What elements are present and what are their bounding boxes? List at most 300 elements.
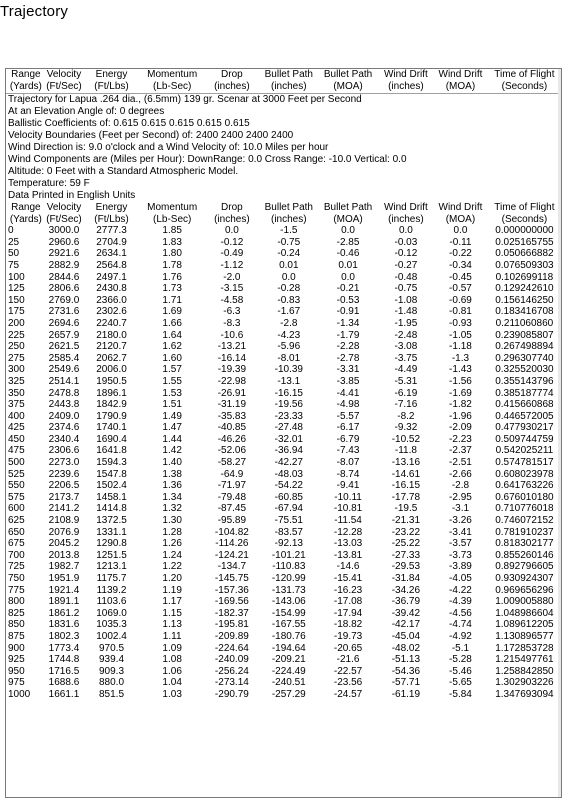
table-row [6, 248, 561, 260]
table-cell: 1.009005880 [495, 596, 554, 608]
table-cell: -8.07 [336, 457, 360, 469]
table-cell: 2108.9 [48, 515, 80, 527]
table-cell: -23.22 [391, 526, 421, 538]
table-cell: -6.79 [336, 433, 360, 445]
table-cell: 25 [8, 236, 20, 248]
table-row [6, 457, 561, 469]
table-cell: -16.14 [217, 352, 247, 364]
table-cell: -16.15 [274, 387, 303, 399]
table-cell: -13.81 [333, 549, 363, 561]
table-cell: 2478.8 [48, 387, 80, 399]
table-row [6, 666, 561, 678]
table-cell: 1.302903226 [495, 677, 554, 689]
table-cell: 0 [8, 225, 14, 237]
table-cell: -87.45 [217, 503, 247, 515]
table-cell: 1502.4 [96, 480, 127, 492]
table-cell: -209.89 [214, 630, 249, 642]
table-cell: 939.4 [98, 654, 125, 666]
table-cell: 2704.9 [96, 236, 127, 248]
table-cell: -31.84 [391, 573, 421, 584]
table-row [6, 225, 561, 237]
table-cell: 2306.6 [48, 445, 80, 457]
inline-header-label: (MOA) [333, 213, 363, 225]
column-header[interactable] [82, 69, 138, 93]
table-cell: 0.641763226 [495, 480, 554, 492]
table-cell: -0.91 [336, 306, 360, 318]
table-cell: -1.95 [394, 317, 418, 329]
column-header[interactable] [139, 69, 204, 93]
table-cell: -7.16 [394, 399, 418, 411]
table-cell: 0.355143796 [495, 375, 554, 387]
table-cell: -4.98 [336, 399, 360, 411]
table-cell: 0.477930217 [495, 422, 554, 434]
table-cell: -5.1 [451, 642, 470, 654]
column-header-label: (MOA) [333, 81, 363, 92]
column-header[interactable] [44, 69, 83, 93]
table-cell: 2013.8 [48, 549, 80, 561]
table-cell: 0.746072152 [495, 515, 554, 527]
table-cell: 1950.5 [96, 375, 127, 387]
table-cell: 2549.6 [48, 364, 80, 376]
column-header[interactable] [486, 69, 561, 93]
inline-header-label: Wind Drift [383, 202, 428, 213]
table-cell: -22.57 [333, 665, 363, 677]
table-cell: 1251.5 [96, 549, 127, 561]
table-cell: -1.5 [280, 225, 298, 237]
table-cell: 1.44 [162, 433, 182, 445]
table-cell: 1414.8 [96, 503, 127, 515]
inline-header-label: (MOA) [445, 213, 476, 225]
table-cell: 0.710776018 [495, 503, 554, 515]
table-cell: -95.89 [217, 515, 247, 527]
table-cell: 850 [8, 619, 25, 631]
table-cell: 2340.4 [48, 433, 80, 445]
table-row [6, 654, 561, 666]
table-cell: -0.93 [449, 317, 472, 329]
table-cell: -13.21 [217, 341, 247, 353]
table-cell: -1.48 [394, 306, 418, 318]
table-cell: -1.05 [449, 329, 472, 341]
table-cell: 425 [8, 422, 25, 434]
table-cell: 275 [8, 352, 25, 364]
table-cell: 1213.1 [96, 561, 127, 573]
table-cell: 2921.6 [48, 248, 80, 260]
table-cell: -1.79 [336, 329, 360, 341]
table-cell: -42.17 [391, 619, 421, 631]
inline-header-label: (Lb-Sec) [152, 213, 192, 225]
inline-header-line [6, 214, 561, 226]
table-cell: -27.48 [274, 422, 303, 434]
table-cell: 1.36 [162, 480, 182, 492]
table-cell: -0.28 [277, 283, 301, 295]
table-cell: -23.33 [274, 410, 303, 422]
table-cell: 0.0 [341, 271, 355, 283]
table-cell: 1740.1 [96, 422, 127, 434]
table-cell: -3.89 [449, 561, 472, 573]
table-cell: -120.99 [271, 573, 306, 584]
table-cell: -134.7 [217, 561, 247, 573]
table-cell: -10.6 [220, 329, 244, 341]
table-cell: 851.5 [98, 688, 125, 700]
table-cell: 0.781910237 [495, 526, 554, 538]
table-cell: 625 [8, 515, 25, 527]
table-cell: -25.22 [391, 538, 421, 550]
table-cell: -2.51 [449, 457, 472, 469]
table-cell: 0.156146250 [495, 294, 554, 306]
inline-header-label: Range [11, 202, 41, 213]
table-cell: -22.98 [217, 375, 247, 387]
table-cell: -182.37 [214, 607, 249, 619]
table-cell: 550 [8, 480, 25, 492]
table-cell: 1175.7 [96, 573, 127, 584]
table-row [6, 515, 561, 527]
table-cell: -54.36 [391, 665, 421, 677]
table-cell: -1.08 [394, 294, 418, 306]
inline-header-line [6, 202, 561, 214]
table-row [6, 434, 561, 446]
table-cell: 0.892796605 [495, 561, 554, 573]
table-cell: 1002.4 [96, 630, 127, 642]
table-row [6, 619, 561, 631]
table-cell: -0.69 [449, 294, 472, 306]
column-header[interactable] [6, 69, 44, 93]
table-cell: 950 [8, 665, 25, 677]
table-cell: 1069.0 [96, 607, 127, 619]
table-cell: 1790.9 [96, 410, 127, 422]
table-cell: -19.73 [333, 630, 363, 642]
table-cell: -92.13 [274, 538, 303, 550]
inline-header-label: Drop [221, 202, 243, 213]
window-titlebar [0, 0, 569, 68]
table-cell: -0.53 [336, 294, 360, 306]
table-cell: -224.64 [214, 642, 249, 654]
table-cell: 1103.6 [96, 596, 127, 608]
table-cell: 1842.9 [96, 399, 127, 411]
inline-header-label: Momentum [147, 202, 198, 213]
table-cell: -0.81 [449, 306, 472, 318]
table-cell: 1.089612205 [495, 619, 554, 631]
table-cell: -1.12 [220, 259, 244, 271]
table-row [6, 689, 561, 701]
table-cell: -5.31 [394, 375, 418, 387]
table-cell: 1.32 [162, 503, 182, 515]
table-cell: -2.23 [449, 433, 472, 445]
info-block [6, 94, 561, 202]
table-cell: 1921.4 [48, 584, 80, 596]
table-cell: 475 [8, 445, 25, 457]
table-cell: -3.08 [394, 341, 418, 353]
table-cell: -17.78 [391, 491, 421, 503]
table-cell: 2409.0 [48, 410, 80, 422]
table-cell: 0.01 [279, 259, 299, 271]
table-cell: -10.39 [274, 364, 303, 376]
table-cell: -4.92 [449, 630, 472, 642]
info-line: Temperature: 59 F [8, 178, 90, 189]
table-cell: -110.83 [272, 561, 306, 573]
table-cell: -180.76 [271, 630, 306, 642]
table-cell: 1.55 [162, 375, 182, 387]
table-row [6, 608, 561, 620]
inline-header-label: (Ft/Lbs) [94, 213, 129, 225]
table-cell: 0.211060860 [495, 317, 554, 329]
table-cell: -4.23 [277, 329, 301, 341]
table-cell: 1.17 [162, 596, 182, 608]
table-cell: -8.2 [397, 410, 415, 422]
table-cell: -2.8 [451, 480, 470, 492]
table-cell: -1.67 [277, 306, 301, 318]
table-cell: 1547.8 [96, 468, 127, 480]
table-cell: 1982.7 [48, 561, 80, 573]
table-cell: -3.85 [336, 375, 360, 387]
table-cell: -7.43 [336, 445, 360, 457]
table-cell: -64.9 [220, 468, 244, 480]
table-cell: 1.53 [162, 387, 182, 399]
table-cell: -4.58 [220, 294, 244, 306]
table-cell: 0.102699118 [495, 271, 554, 283]
column-header[interactable] [317, 69, 376, 93]
table-cell: 1.258842850 [495, 665, 554, 677]
table-cell: 75 [8, 259, 20, 271]
table-cell: -0.45 [449, 271, 472, 283]
table-cell: 1.09 [162, 642, 182, 654]
table-cell: 2657.9 [48, 329, 80, 341]
table-cell: -2.48 [394, 329, 418, 341]
table-row [6, 283, 561, 295]
table-cell: -31.19 [217, 399, 247, 411]
table-cell: 1.42 [162, 445, 182, 457]
table-cell: -27.33 [391, 549, 421, 561]
table-cell: 0.239085807 [495, 329, 554, 341]
table-cell: -57.71 [391, 677, 421, 689]
table-cell: 1000 [8, 688, 31, 700]
table-cell: 750 [8, 573, 25, 584]
table-cell: 0.969656296 [495, 584, 554, 596]
table-cell: -13.16 [391, 457, 421, 469]
column-header-label: (inches) [388, 81, 424, 92]
table-cell: 250 [8, 341, 25, 353]
table-cell: 2062.7 [96, 352, 127, 364]
table-row [6, 492, 561, 504]
table-row [6, 341, 561, 353]
table-cell: 2240.7 [96, 317, 127, 329]
table-cell: 2366.0 [96, 294, 127, 306]
table-cell: 1.215497761 [495, 654, 554, 666]
column-header-label: Momentum [147, 69, 198, 80]
table-cell: 725 [8, 561, 25, 573]
table-cell: -3.26 [449, 515, 472, 527]
table-row [6, 527, 561, 539]
table-cell: 0.01 [338, 259, 358, 271]
table-cell: 2239.6 [48, 468, 80, 480]
table-cell: 1.47 [162, 422, 182, 434]
table-cell: 0.0 [281, 271, 296, 283]
column-header-label: (Yards) [9, 81, 42, 92]
table-cell: 2777.3 [96, 225, 127, 237]
column-header-label: (Lb-Sec) [152, 81, 192, 92]
column-header[interactable] [433, 69, 486, 93]
table-cell: -60.85 [274, 491, 303, 503]
table-cell: -15.41 [333, 573, 363, 584]
table-cell: 0.183416708 [495, 306, 554, 318]
table-cell: -6.19 [394, 387, 418, 399]
table-cell: 2585.4 [48, 352, 80, 364]
table-cell: 600 [8, 503, 25, 515]
table-cell: 900 [8, 642, 25, 654]
table-cell: 0.930924307 [495, 573, 554, 584]
table-cell: 0.296307740 [495, 352, 554, 364]
scrollbar[interactable] [558, 69, 561, 797]
table-cell: -114.26 [215, 538, 249, 550]
table-cell: 909.3 [98, 665, 125, 677]
table-row [6, 272, 561, 284]
table-cell: 2564.8 [96, 259, 127, 271]
table-cell: 1896.1 [96, 387, 127, 399]
table-cell: -2.8 [280, 317, 298, 329]
table-cell: 150 [8, 294, 25, 306]
table-cell: 1.69 [162, 306, 182, 318]
table-cell: 1.71 [162, 294, 182, 306]
table-row [6, 353, 561, 365]
table-cell: -3.57 [449, 538, 472, 550]
table-cell: 525 [8, 468, 25, 480]
table-cell: -24.57 [333, 688, 363, 700]
table-cell: -5.65 [449, 677, 472, 689]
table-cell: -0.21 [336, 283, 360, 295]
table-cell: -36.79 [391, 596, 421, 608]
table-cell: -32.01 [274, 433, 303, 445]
column-header-row [6, 69, 561, 94]
table-cell: -16.23 [333, 584, 363, 596]
table-cell: 0.0 [224, 225, 239, 237]
inline-header-label: Energy [95, 202, 128, 213]
table-cell: -9.41 [336, 480, 360, 492]
info-line: Altitude: 0 Feet with a Standard Atmospheric Model. [8, 166, 239, 177]
table-cell: -19.39 [217, 364, 247, 376]
column-header[interactable] [204, 69, 259, 93]
table-cell: 575 [8, 491, 25, 503]
table-cell: 0.267498894 [495, 341, 554, 353]
table-row [6, 364, 561, 376]
table-cell: -67.94 [274, 503, 303, 515]
column-header-label: Wind Drift [383, 69, 428, 80]
table-cell: -13.03 [333, 538, 363, 550]
table-cell: 1.04 [162, 677, 182, 689]
table-cell: -1.96 [449, 410, 472, 422]
trajectory-table[interactable] [5, 68, 562, 798]
inline-header-label: (inches) [388, 213, 424, 225]
table-cell: -1.43 [449, 364, 472, 376]
table-row [6, 330, 561, 342]
table-cell: -19.5 [394, 503, 418, 515]
table-cell: 1.19 [162, 584, 182, 596]
table-cell: -29.53 [391, 561, 421, 573]
table-cell: 1.34 [162, 491, 182, 503]
info-line: Ballistic Coefficients of: 0.615 0.615 0.615 0.615 0.615 [8, 118, 250, 129]
table-cell: 1.30 [162, 515, 182, 527]
table-cell: -16.15 [391, 480, 421, 492]
inline-header-label: Time of Flight [494, 202, 555, 213]
table-cell: -273.14 [214, 677, 249, 689]
table-cell: -8.01 [277, 352, 301, 364]
table-cell: 1.85 [162, 225, 182, 237]
table-cell: -34.26 [391, 584, 421, 596]
column-header[interactable] [258, 69, 317, 93]
table-cell: -143.06 [271, 596, 306, 608]
table-cell: 1290.8 [96, 538, 127, 550]
table-cell: 2273.0 [48, 457, 80, 469]
table-cell: -1.69 [449, 387, 472, 399]
column-header-label: (inches) [214, 81, 250, 92]
table-cell: -8.3 [223, 317, 241, 329]
table-cell: 2141.2 [48, 503, 80, 515]
column-header[interactable] [377, 69, 433, 93]
data-rows [6, 225, 561, 700]
table-cell: 700 [8, 549, 25, 561]
table-cell: 350 [8, 387, 25, 399]
table-cell: -4.39 [449, 596, 472, 608]
column-header-label: Velocity [46, 69, 82, 80]
table-cell: -54.22 [274, 480, 303, 492]
table-cell: -79.48 [217, 491, 247, 503]
column-header-label: (MOA) [445, 81, 476, 92]
table-cell: -2.09 [449, 422, 472, 434]
table-cell: 325 [8, 375, 25, 387]
table-cell: 1641.8 [96, 445, 127, 457]
table-cell: 200 [8, 317, 25, 329]
table-cell: -2.28 [336, 341, 360, 353]
inline-header-label: Wind Drift [438, 202, 483, 213]
table-cell: -4.49 [394, 364, 418, 376]
table-cell: 0.608023978 [495, 468, 554, 480]
table-row [6, 480, 561, 492]
table-cell: -3.15 [220, 283, 244, 295]
info-line: Velocity Boundaries (Feet per Second) of: 2400 2400 2400 2400 [8, 130, 294, 141]
table-cell: -10.52 [391, 433, 421, 445]
window-title: Trajectory [0, 3, 69, 20]
table-cell: -224.49 [271, 665, 306, 677]
table-cell: -0.83 [277, 294, 301, 306]
table-cell: 2731.6 [48, 306, 80, 318]
table-cell: 1.49 [162, 410, 182, 422]
table-row [6, 237, 561, 249]
table-cell: 1688.6 [48, 677, 80, 689]
table-cell: -3.73 [449, 549, 472, 561]
table-cell: -0.22 [449, 248, 472, 260]
table-cell: -10.11 [334, 491, 362, 503]
table-row [6, 399, 561, 411]
table-cell: -11.8 [394, 445, 417, 457]
table-cell: 675 [8, 538, 25, 550]
table-cell: 1.66 [162, 317, 182, 329]
table-cell: 0.0 [453, 225, 468, 237]
table-cell: 1.048986604 [495, 607, 554, 619]
table-cell: 3000.0 [48, 225, 80, 237]
table-cell: -5.28 [449, 654, 472, 666]
table-cell: -21.31 [391, 515, 421, 527]
table-cell: 1.38 [162, 468, 182, 480]
table-cell: 1.20 [162, 573, 182, 584]
table-cell: -45.04 [391, 630, 421, 642]
table-cell: -20.65 [333, 642, 363, 654]
table-cell: 1.40 [162, 457, 182, 469]
table-cell: 1.28 [162, 526, 182, 538]
table-cell: 1.57 [162, 364, 182, 376]
table-cell: -52.06 [217, 445, 247, 457]
table-cell: -290.79 [214, 688, 249, 700]
table-cell: 225 [8, 329, 25, 341]
column-header-label: Range [11, 69, 41, 80]
inline-header-label: Bullet Path [264, 202, 313, 213]
